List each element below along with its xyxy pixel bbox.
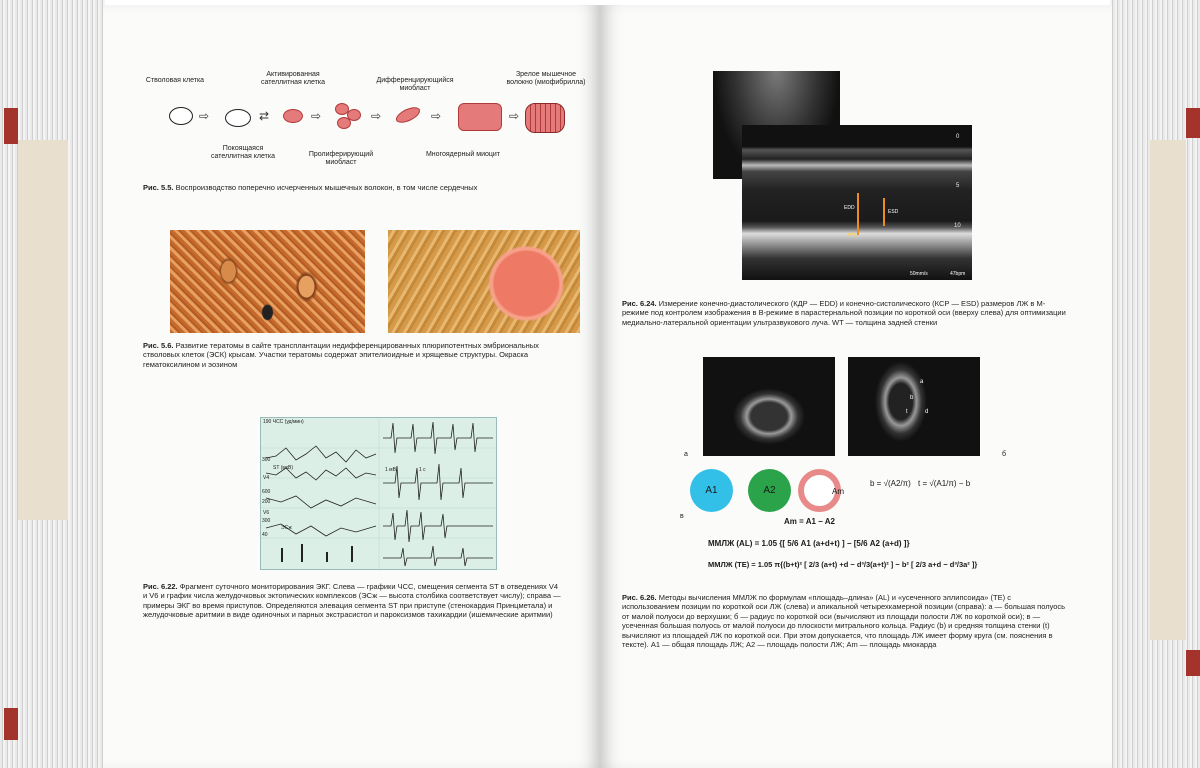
- ecg-label-v6: V6: [263, 510, 270, 516]
- shape-label: A2: [763, 485, 776, 496]
- formula-al: ММЛЖ (AL) = 1.05 {[ 5/6 A1 (a+d+t) ] − [5/6 A2 (a+d) ]}: [708, 539, 910, 548]
- label-stem-cell: Стволовая клетка: [145, 77, 205, 84]
- edd-label: EDD: [844, 205, 855, 211]
- formula-b: b = √(A2/π): [870, 479, 911, 488]
- area-a2-shape: [748, 469, 791, 512]
- teratoma-photo-left: [170, 230, 365, 333]
- esd-measure-line: [883, 198, 885, 226]
- arrow-icon: ⇨: [371, 109, 382, 123]
- bpm-label: 47bpm: [950, 271, 966, 277]
- ecg-label-vpc: ЭСж: [281, 525, 292, 531]
- myocyte-shape: [458, 103, 502, 131]
- ecg-label-hr: 190 ЧСС (уд/мин): [263, 419, 304, 425]
- panel-label-c: в: [680, 513, 684, 520]
- label-resting-satellite: Покоящаяся сателлитная клетка: [210, 145, 275, 160]
- shape-label-am: Am: [832, 487, 844, 496]
- scale-mark: 5: [956, 183, 960, 189]
- panel-label-a: а: [684, 451, 688, 458]
- caption-number: Рис. 5.6.: [143, 341, 174, 350]
- scale-mark: 10: [954, 223, 961, 229]
- us-letter: b: [910, 395, 914, 401]
- caption-text: Измерение конечно-диастолического (КДР — EDD) и конечно-систолического (КСР — ESD) размеров ЛЖ в М-режиме под контролем изображения в В-режиме в парастернальной позиции по короткой оси (вверху слева) для оптимизации медиально-латеральной ориентации ультразвукового луча. WT — толщина задней стенки: [622, 299, 1066, 327]
- shape-label: A1: [705, 485, 718, 496]
- edd-measure-line: [857, 193, 859, 235]
- figure-6-22-caption: [143, 582, 563, 620]
- caption-number: Рис. 6.24.: [622, 299, 657, 308]
- right-page: [600, 5, 1112, 768]
- apical-view-image: [848, 357, 980, 456]
- us-letter: a: [920, 379, 924, 385]
- ecg-axis-number: 600: [262, 489, 271, 495]
- formula-t: t = √(A1/π) − b: [918, 479, 971, 488]
- page-edge-beige-right: [1150, 140, 1186, 640]
- caption-number: Рис. 6.26.: [622, 593, 657, 602]
- label-proliferating-myoblast: Пролиферирующий миобласт: [308, 151, 374, 166]
- ecg-axis-number: 300: [262, 457, 271, 463]
- us-letter: t: [906, 409, 908, 415]
- arrow-icon: ⇨: [509, 109, 520, 123]
- wt-label: WT: [848, 233, 856, 239]
- formula-te: ММЛЖ (TE) = 1.05 π{(b+t)² [ 2/3 (a+t) +d − d³/3(a+t)² ] − b² [ 2/3 a+d − d³/3a² ]}: [708, 560, 978, 569]
- ecg-label-v4: V4: [263, 475, 270, 481]
- ecg-axis-number: 40: [262, 532, 268, 538]
- chapter-tab-right-top: [1186, 108, 1200, 138]
- caption-number: Рис. 6.22.: [143, 582, 178, 591]
- ecg-monitor-chart: [260, 417, 497, 570]
- figure-6-26-caption: [622, 593, 1070, 649]
- stem-cell-shape: [169, 107, 193, 125]
- caption-text: Фрагмент суточного мониторирования ЭКГ. Слева — графики ЧСС, смещения сегмента ST в отведениях V4 и V6 и график числа желудочковых эктопических комплексов (ЭСж — высота столбика соответствует числу); справа — примеры ЭКГ во время приступов. Определяются элевация сегмента ST при приступе (стенокардия Принцметала) и желудочковые аритмии в виде одиночных и парных экстрасистол и пароксизмов тахикардии (ишемические аритмии): [143, 582, 561, 620]
- speed-label: 50mm/s: [910, 271, 928, 277]
- scale-mark: 0: [956, 134, 960, 140]
- area-a1-shape: [690, 469, 733, 512]
- teratoma-photo-right: [388, 230, 580, 333]
- arrow-icon: ⇨: [311, 109, 322, 123]
- left-page: [103, 5, 600, 768]
- arrow-icon: ⇨: [199, 109, 210, 123]
- myoblast-shape: [394, 104, 423, 126]
- ecg-label-sec: 1 с: [419, 467, 426, 473]
- muscle-fiber-shape: [525, 103, 565, 133]
- label-activated-satellite: Активированная сателлитная клетка: [260, 71, 325, 86]
- short-axis-image: [703, 357, 835, 456]
- ecg-label-st: ST (мкВ): [273, 465, 293, 471]
- ecg-label-mv: 1 мВ: [385, 467, 396, 473]
- arrow-icon: ⇄: [259, 109, 270, 123]
- esd-label: ESD: [888, 209, 899, 215]
- ecg-axis-number: 200: [262, 499, 271, 505]
- figure-5-6-caption: [143, 341, 563, 369]
- label-differentiating-myoblast: Дифференцирующийся миобласт: [376, 77, 454, 92]
- activated-cell-shape: [283, 109, 303, 123]
- arrow-icon: ⇨: [431, 109, 442, 123]
- caption-number: Рис. 5.5.: [143, 183, 174, 192]
- caption-text: Развитие тератомы в сайте трансплантации недифференцированных плюрипотентных эмбриональных стволовых клеток (ЭСК) крысам. Участки тератомы содержат эпителиоидные и хрящевые структуры. Окраска гематоксилином и эозином: [143, 341, 539, 369]
- caption-text: Воспроизводство поперечно исчерченных мышечных волокон, в том числе сердечных: [175, 183, 478, 192]
- caption-text: Методы вычисления ММЛЖ по формулам «площадь–длина» (AL) и «усеченного эллипсоида» (ТЕ) с использованием позиции по короткой оси ЛЖ (слева) и апикальной четырехкамерной позиции (справа): а — большая полуось от малой полуоси до верхушки; б — радиус по короткой оси (вычисляют из площади полости ЛЖ по короткой оси); в — усеченная большая полуось от малой полуоси до плоскости митрального кольца. Радиус (b) и средняя толщина стенки (t) вычисляют из площадей ЛЖ по короткой оси. При этом допускается, что площадь ЛЖ имеет форму круга (см. пояснения в тексте). A1 — общая площадь ЛЖ; A2 — площадь полости ЛЖ; Am — площадь миокарда: [622, 593, 1066, 650]
- chapter-tab-right-bottom: [1186, 650, 1200, 676]
- resting-cell-shape: [225, 109, 251, 127]
- chapter-tab-left-top: [4, 108, 18, 144]
- label-multinuclear-myocyte: Многоядерный миоцит: [425, 151, 501, 158]
- chapter-tab-left-bottom: [4, 708, 18, 740]
- ecg-traces: [261, 418, 498, 571]
- figure-5-5-caption: [143, 183, 563, 192]
- ecg-axis-number: 300: [262, 518, 271, 524]
- us-letter: d: [925, 409, 929, 415]
- page-edge-beige-left: [18, 140, 68, 520]
- panel-label-b: б: [1002, 451, 1007, 458]
- formula-am: Am = A1 − A2: [784, 517, 835, 526]
- label-mature-fiber: Зрелое мышечное волокно (миофибрилла): [506, 71, 586, 86]
- figure-6-24-caption: [622, 299, 1070, 327]
- proliferating-cell-shape: [337, 117, 351, 129]
